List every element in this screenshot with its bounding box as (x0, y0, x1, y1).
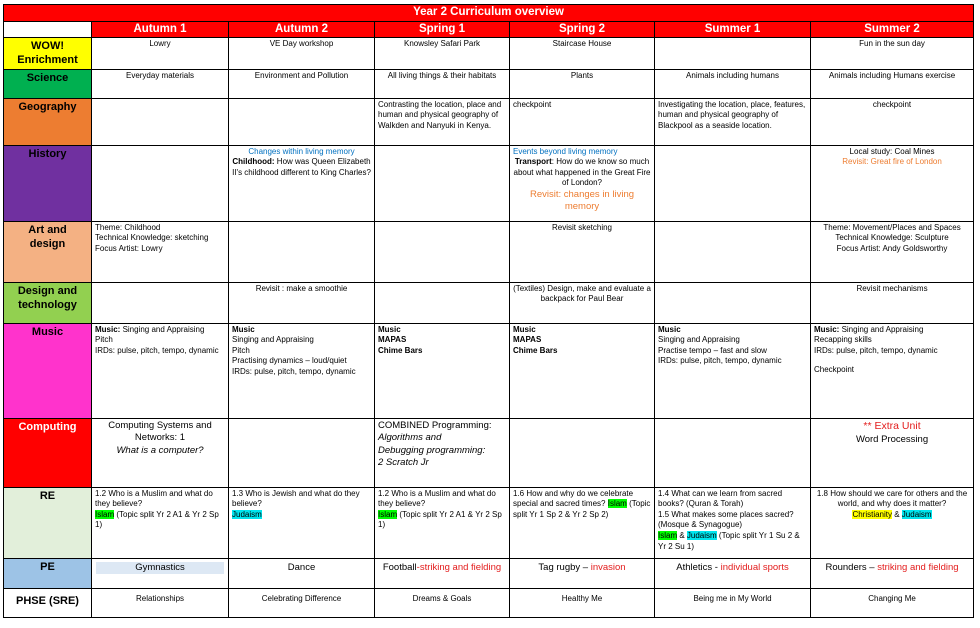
geography-spring-1: Contrasting the location, place and human and physical geography of Walkden and Nanyuki in Kenya. (375, 98, 510, 145)
music-summer-1 (655, 323, 811, 418)
art-autumn-1-theme: Theme: Childhood (95, 222, 161, 232)
science-spring-1: All living things & their habitats (375, 69, 510, 98)
re-autumn-1 (92, 487, 229, 558)
science-summer-1: Animals including humans (655, 69, 811, 98)
computing-spring-1-debugging-line (378, 445, 506, 458)
subject-science: Science (4, 69, 92, 98)
pe-spring-2-type: invasion (590, 561, 626, 573)
re-spring-2 (510, 487, 655, 558)
term-spring-1: Spring 1 (375, 22, 510, 38)
row-phse (4, 588, 974, 617)
music-autumn-1-singing: Singing and Appraising (120, 324, 205, 334)
re-summer-1-tag-2: Judaism (686, 530, 717, 540)
term-summer-2: Summer 2 (811, 22, 974, 38)
re-summer-1-tag-1: Islam (658, 530, 678, 540)
re-summer-1-split: (Topic split Yr 1 Su 2 & Yr 2 Su 1) (658, 530, 800, 551)
row-history (4, 145, 974, 221)
row-pe (4, 558, 974, 588)
row-re (4, 487, 974, 558)
subject-history: History (4, 145, 92, 221)
re-spring-1 (375, 487, 510, 558)
science-spring-2: Plants (510, 69, 655, 98)
music-autumn-1-line1 (95, 325, 225, 336)
re-summer-1-amp: & (677, 530, 687, 540)
geography-autumn-2 (229, 98, 375, 145)
computing-autumn-1 (92, 418, 229, 487)
term-header-row (4, 22, 974, 38)
history-autumn-1 (92, 145, 229, 221)
dt-spring-2: (Textiles) Design, make and evaluate a backpack for Paul Bear (510, 282, 655, 323)
music-summer-1-label: Music (658, 324, 681, 334)
re-summer-1-topic (658, 531, 807, 552)
row-geography (4, 98, 974, 145)
art-autumn-1 (92, 221, 229, 282)
computing-summer-1 (655, 418, 811, 487)
pe-autumn-1 (92, 558, 229, 588)
subject-design-technology (4, 282, 92, 323)
subject-re: RE (4, 487, 92, 558)
history-spring-2 (510, 145, 655, 221)
wow-summer-1 (655, 38, 811, 70)
re-autumn-2-question: 1.3 Who is Jewish and what do they believe? (232, 488, 360, 509)
art-summer-2-theme: Theme: Movement/Places and Spaces (823, 222, 961, 232)
corner-cell (4, 22, 92, 38)
subject-computing: Computing (4, 418, 92, 487)
re-spring-1-topic (378, 510, 506, 531)
history-autumn-2 (229, 145, 375, 221)
history-summer-2-main: Local study: Coal Mines (849, 146, 935, 156)
re-summer-2-tag-2: Judaism (901, 509, 932, 519)
pe-summer-1-sport: Athletics - (676, 561, 721, 573)
computing-spring-2 (510, 418, 655, 487)
term-spring-2: Spring 2 (510, 22, 655, 38)
music-autumn-1-pitch: Pitch (95, 335, 113, 345)
re-autumn-2-topic (232, 510, 371, 521)
art-autumn-2 (229, 221, 375, 282)
science-autumn-1: Everyday materials (92, 69, 229, 98)
pe-autumn-1-gymnastics: Gymnastics (96, 562, 224, 575)
row-design-technology (4, 282, 974, 323)
wow-autumn-1: Lowry (92, 38, 229, 70)
re-spring-1-split: (Topic split Yr 2 A1 & Yr 2 Sp 1) (378, 509, 502, 530)
subject-dt-line2: technology (18, 299, 77, 312)
re-summer-2-topic (814, 510, 970, 521)
history-spring-2-label: Transport (514, 157, 552, 167)
subject-wow-line1: WOW! (31, 40, 64, 53)
subject-art-line2: design (29, 238, 66, 251)
title-row (4, 5, 974, 22)
term-autumn-1: Autumn 1 (92, 22, 229, 38)
re-summer-1-question-2: 1.5 What makes some places sacred? (Mosque & Synagogue) (658, 509, 794, 530)
history-autumn-2-label: Childhood: (232, 157, 275, 167)
music-summer-1-singing: Singing and Appraising (658, 335, 740, 345)
re-summer-2-tag-1: Christianity (852, 509, 893, 519)
re-summer-1-question-1: 1.4 What can we learn from sacred books? (Quran & Torah) (658, 488, 783, 509)
music-autumn-2-singing: Singing and Appraising (232, 335, 314, 345)
row-art-design (4, 221, 974, 282)
pe-spring-1-type: -striking and fielding (416, 561, 502, 573)
re-summer-2 (811, 487, 974, 558)
computing-summer-2 (811, 418, 974, 487)
science-summer-2: Animals including Humans exercise (811, 69, 974, 98)
music-autumn-1-label: Music: (95, 324, 121, 334)
pe-spring-1 (375, 558, 510, 588)
history-spring-2-heading: Events beyond living memory (513, 146, 618, 156)
music-autumn-2-label: Music (232, 324, 255, 334)
art-summer-2-artist: Focus Artist: Andy Goldsworthy (836, 243, 948, 253)
term-summer-1: Summer 1 (655, 22, 811, 38)
re-summer-1 (655, 487, 811, 558)
re-spring-2-split: (Topic split Yr 1 Sp 2 & Yr 2 Sp 2) (513, 499, 651, 519)
history-spring-2-revisit: Revisit: changes in living memory (529, 188, 635, 213)
history-autumn-2-body (232, 157, 371, 178)
re-autumn-1-topic (95, 510, 225, 531)
computing-spring-1 (375, 418, 510, 487)
history-spring-2-text: : How do we know so much about what happened in the Great Fire of London? (513, 157, 651, 188)
art-autumn-1-artist: Focus Artist: Lowry (95, 243, 163, 253)
pe-spring-1-sport: Football (382, 561, 417, 573)
computing-summer-2-main: Word Processing (855, 433, 929, 445)
history-spring-1 (375, 145, 510, 221)
subject-wow-line2: Enrichment (17, 54, 78, 67)
curriculum-table (3, 4, 974, 618)
history-spring-2-body (513, 157, 651, 189)
music-autumn-1 (92, 323, 229, 418)
music-autumn-1-irds: IRDs: pulse, pitch, tempo, dynamic (95, 345, 219, 355)
geography-autumn-1 (92, 98, 229, 145)
music-spring-1-chime: Chime Bars (378, 345, 423, 355)
history-autumn-2-text: How was Queen Elizabeth II's childhood different to King Charles? (232, 157, 371, 177)
history-summer-2-revisit: Revisit: Great fire of London (842, 157, 942, 167)
pe-summer-2 (811, 558, 974, 588)
re-autumn-1-tag: Islam (95, 509, 115, 519)
computing-spring-1-programming: programming: (423, 444, 486, 456)
art-summer-2 (811, 221, 974, 282)
pe-summer-1 (655, 558, 811, 588)
subject-phse: PHSE (SRE) (4, 588, 92, 617)
art-autumn-1-technical: Technical Knowledge: sketching (95, 233, 209, 243)
art-summer-2-technical: Technical Knowledge: Sculpture (835, 233, 949, 243)
dt-autumn-2: Revisit : make a smoothie (229, 282, 375, 323)
subject-pe: PE (4, 558, 92, 588)
subject-art-design (4, 221, 92, 282)
subject-geography: Geography (4, 98, 92, 145)
pe-spring-2 (510, 558, 655, 588)
pe-summer-2-sport: Rounders – (825, 561, 878, 573)
page-title: Year 2 Curriculum overview (4, 5, 974, 22)
dt-summer-2: Revisit mechanisms (811, 282, 974, 323)
phse-spring-2: Healthy Me (510, 588, 655, 617)
music-spring-1-mapas: MAPAS (378, 335, 407, 345)
phse-autumn-1: Relationships (92, 588, 229, 617)
term-autumn-2: Autumn 2 (229, 22, 375, 38)
art-summer-1 (655, 221, 811, 282)
music-autumn-2 (229, 323, 375, 418)
re-summer-2-question: 1.8 How should we care for others and the world, and why does it matter? (816, 488, 968, 509)
music-summer-2 (811, 323, 974, 418)
row-science (4, 69, 974, 98)
music-spring-2 (510, 323, 655, 418)
music-summer-2-recap: Recapping skills (814, 335, 872, 345)
geography-summer-2: checkpoint (811, 98, 974, 145)
computing-spring-1-debugging: Debugging (378, 444, 424, 456)
subject-wow-enrichment (4, 38, 92, 70)
phse-summer-1: Being me in My World (655, 588, 811, 617)
music-autumn-2-dynamics: Practising dynamics – loud/quiet (232, 356, 347, 366)
music-summer-2-singing: Singing and Appraising (839, 324, 924, 334)
music-spring-2-chime: Chime Bars (513, 345, 558, 355)
pe-summer-2-type: striking and fielding (877, 561, 959, 573)
computing-autumn-1-sub: What is a computer? (116, 444, 204, 456)
re-summer-2-amp: & (892, 509, 902, 519)
phse-summer-2: Changing Me (811, 588, 974, 617)
science-autumn-2: Environment and Pollution (229, 69, 375, 98)
music-autumn-2-irds: IRDs: pulse, pitch, tempo, dynamic (232, 366, 356, 376)
re-autumn-1-question: 1.2 Who is a Muslim and what do they believe? (95, 488, 213, 509)
wow-autumn-2: VE Day workshop (229, 38, 375, 70)
computing-spring-1-main: COMBINED Programming: (378, 419, 492, 431)
wow-summer-2: Fun in the sun day (811, 38, 974, 70)
computing-spring-1-algorithms: Algorithms and (378, 432, 442, 444)
history-summer-1 (655, 145, 811, 221)
music-autumn-2-pitch: Pitch (232, 345, 250, 355)
geography-spring-2: checkpoint (510, 98, 655, 145)
music-summer-2-checkpoint: Checkpoint (814, 365, 855, 375)
phse-autumn-2: Celebrating Difference (229, 588, 375, 617)
history-autumn-2-heading: Changes within living memory (248, 146, 355, 156)
re-autumn-2 (229, 487, 375, 558)
art-spring-1 (375, 221, 510, 282)
wow-spring-1: Knowsley Safari Park (375, 38, 510, 70)
subject-dt-line1: Design and (17, 284, 78, 297)
pe-spring-2-sport: Tag rugby – (538, 561, 591, 573)
history-summer-2 (811, 145, 974, 221)
subject-art-line1: Art and (28, 223, 67, 236)
art-spring-2: Revisit sketching (510, 221, 655, 282)
computing-autumn-1-main: Computing Systems and Networks: 1 (108, 419, 212, 444)
music-spring-2-mapas: MAPAS (513, 335, 542, 345)
computing-spring-1-scratch: 2 Scratch Jr (378, 457, 429, 469)
re-autumn-2-tag: Judaism (232, 509, 262, 519)
re-spring-1-question: 1.2 Who is a Muslim and what do they believe? (378, 488, 496, 509)
music-spring-1 (375, 323, 510, 418)
row-computing (4, 418, 974, 487)
music-summer-2-irds: IRDs: pulse, pitch, tempo, dynamic (814, 345, 938, 355)
dt-spring-1 (375, 282, 510, 323)
dt-autumn-1 (92, 282, 229, 323)
pe-summer-1-type: individual sports (720, 561, 789, 573)
computing-summer-2-extra: ** Extra Unit (863, 419, 921, 432)
music-summer-1-tempo: Practise tempo – fast and slow (658, 345, 767, 355)
wow-spring-2: Staircase House (510, 38, 655, 70)
subject-music: Music (4, 323, 92, 418)
music-summer-2-line1 (814, 325, 970, 336)
phse-spring-1: Dreams & Goals (375, 588, 510, 617)
row-music (4, 323, 974, 418)
music-summer-1-irds: IRDs: pulse, pitch, tempo, dynamic (658, 356, 782, 366)
music-spring-2-label: Music (513, 324, 536, 334)
music-summer-2-label: Music: (814, 324, 840, 334)
geography-summer-1: Investigating the location, place, features, human and physical geography of Blackpool as a seaside location. (655, 98, 811, 145)
row-wow-enrichment (4, 38, 974, 70)
dt-summer-1 (655, 282, 811, 323)
re-autumn-1-split: (Topic split Yr 2 A1 & Yr 2 Sp 1) (95, 509, 219, 530)
computing-autumn-2 (229, 418, 375, 487)
re-spring-2-tag: Islam (607, 499, 627, 509)
music-spring-1-label: Music (378, 324, 401, 334)
re-spring-1-tag: Islam (378, 509, 398, 519)
re-spring-2-question: 1.6 How and why do we celebrate special and sacred times? (513, 488, 634, 509)
pe-autumn-2: Dance (229, 558, 375, 588)
